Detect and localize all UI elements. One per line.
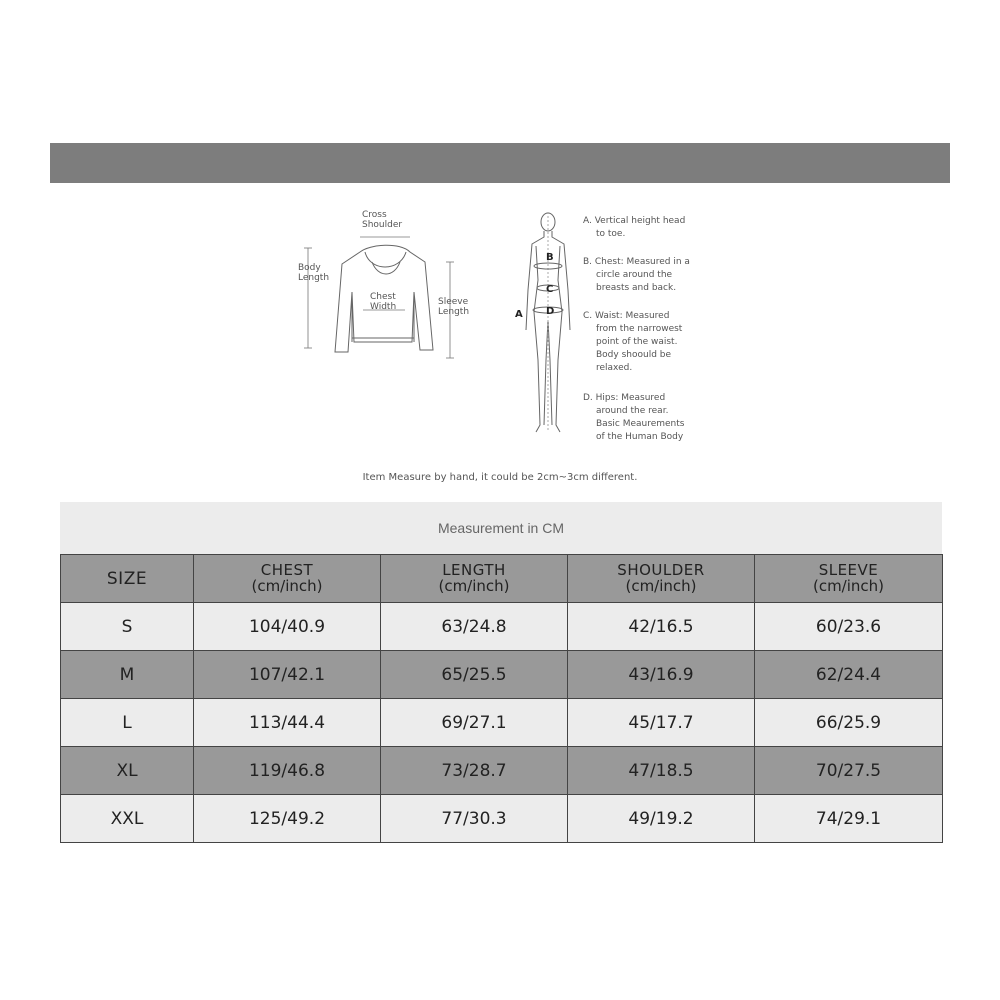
size-header: SIZE <box>61 555 194 603</box>
chest-cell: 104/40.9 <box>194 603 381 651</box>
size-cell: M <box>61 651 194 699</box>
body-length-label: Body Length <box>298 263 330 283</box>
shoulder-cell: 47/18.5 <box>568 747 755 795</box>
length-cell: 73/28.7 <box>381 747 568 795</box>
size-table <box>60 554 943 843</box>
length-cell: 63/24.8 <box>381 603 568 651</box>
table-header-row <box>61 555 943 603</box>
sleeve-cell: 62/24.4 <box>755 651 943 699</box>
sleeve-length-label: Sleeve Length <box>438 297 470 317</box>
length-cell: 77/30.3 <box>381 795 568 843</box>
sleeve-cell: 70/27.5 <box>755 747 943 795</box>
chest-width-label: Chest Width <box>370 292 397 312</box>
cross-shoulder-label: Cross Shoulder <box>362 210 403 230</box>
chest-cell: 107/42.1 <box>194 651 381 699</box>
measurement-illustration <box>290 200 720 490</box>
sleeve-cell: 74/29.1 <box>755 795 943 843</box>
size-chart <box>60 502 942 843</box>
shoulder-header: SHOULDER (cm/inch) <box>568 555 755 603</box>
length-cell: 69/27.1 <box>381 699 568 747</box>
letter-c: C <box>546 284 554 295</box>
table-caption: Measurement in CM <box>60 502 942 554</box>
table-row <box>61 747 943 795</box>
body-figure <box>526 212 570 432</box>
letter-b: B <box>546 252 554 263</box>
letter-a: A <box>515 309 523 320</box>
legend-a: A. Vertical height head to toe. <box>583 216 686 239</box>
shoulder-cell: 43/16.9 <box>568 651 755 699</box>
table-row <box>61 699 943 747</box>
length-cell: 65/25.5 <box>381 651 568 699</box>
sleeve-cell: 60/23.6 <box>755 603 943 651</box>
size-cell: S <box>61 603 194 651</box>
table-row <box>61 795 943 843</box>
size-cell: L <box>61 699 194 747</box>
measure-note: Item Measure by hand, it could be 2cm~3cm different. <box>362 472 638 483</box>
table-row <box>61 603 943 651</box>
size-cell: XL <box>61 747 194 795</box>
legend-d: D. Hips: Measured around the rear. Basic Meaurements of the Human Body <box>583 393 685 442</box>
header-bar <box>50 143 950 183</box>
shoulder-cell: 45/17.7 <box>568 699 755 747</box>
table-row <box>61 651 943 699</box>
legend-b: B. Chest: Measured in a circle around the breasts and back. <box>583 257 690 293</box>
chest-cell: 113/44.4 <box>194 699 381 747</box>
letter-d: D <box>546 306 555 317</box>
sleeve-header: SLEEVE (cm/inch) <box>755 555 943 603</box>
size-cell: XXL <box>61 795 194 843</box>
chest-cell: 125/49.2 <box>194 795 381 843</box>
length-header: LENGTH (cm/inch) <box>381 555 568 603</box>
sleeve-cell: 66/25.9 <box>755 699 943 747</box>
legend-c: C. Waist: Measured from the narrowest point of the waist. Body shoould be relaxed. <box>583 311 683 373</box>
chest-header: CHEST (cm/inch) <box>194 555 381 603</box>
shoulder-cell: 49/19.2 <box>568 795 755 843</box>
chest-cell: 119/46.8 <box>194 747 381 795</box>
measurement-diagram <box>290 200 720 490</box>
shoulder-cell: 42/16.5 <box>568 603 755 651</box>
